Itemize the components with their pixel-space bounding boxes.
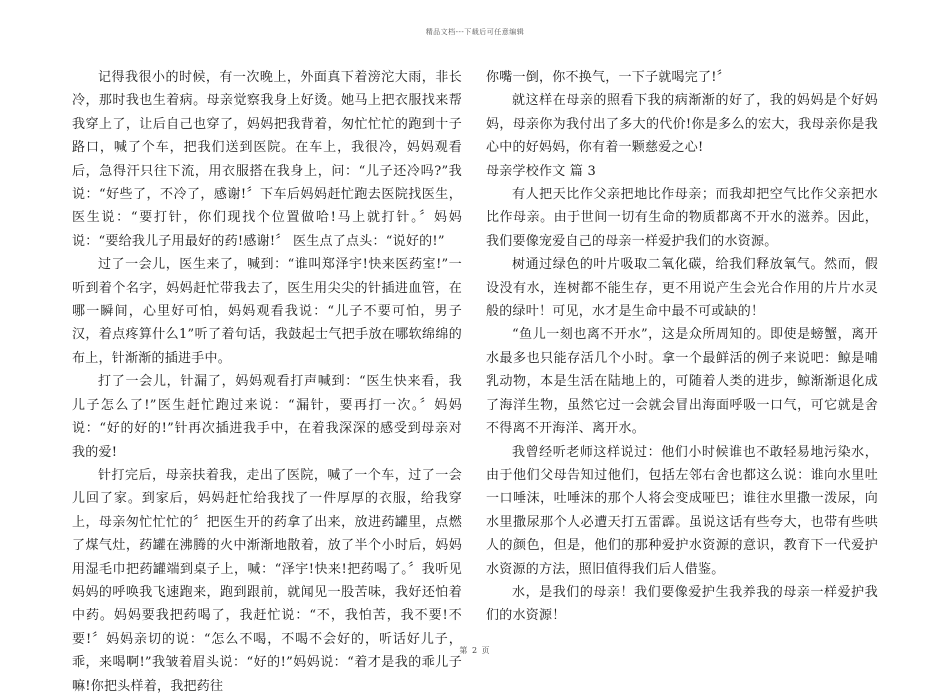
paragraph: 你嘴一倒，你不换气，一下子就喝完了!〞: [486, 70, 730, 85]
paragraph: 过了一会儿，医生来了，喊到：“谁叫郑泽宇!快来医药室!”一听到着个名字，妈妈赶忙带我去了，医生用尖尖的针插进血管，在哪一瞬间，心里好可怕，妈妈观看我说：“儿子不要可怕，男子汉，着点疼算什么1”听了着句话，我鼓起士气把手放在哪软绵绵的布上，针渐渐的插进手中。: [72, 257, 462, 366]
page-number: 第 2 页: [459, 646, 491, 655]
paragraph: 针打完后，母亲扶着我，走出了医院，喊了一个车，过了一会儿回了家。到家后，妈妈赶忙给我找了一件厚厚的衣服，给我穿上，母亲匆忙忙忙的〞把医生开的药拿了出来，放进药罐里，点燃了煤气灶，药罐在沸腾的火中渐渐地散着，放了半个小时后，妈妈用湿毛巾把药罐端到桌子上，喊：“泽宇!快来!把药喝了。〞我听见妈妈的呼唤我飞速跑来，跑到跟前，就闻见一股苦味，我好还怕着中药。妈妈要我把药喝了，我赶忙说：“不，我怕苦，我不要!不要!〞妈妈亲切的说：“怎么不喝，不喝不会好的，听话好儿子，乖，来喝啊!”我皱着眉头说：“好的!”妈妈说：“着才是我的乖儿子嘛!你把头样着，我把药往: [72, 467, 462, 694]
right-column: [486, 66, 878, 628]
paragraph: 有人把天比作父亲把地比作母亲；而我却把空气比作父亲把水比作母亲。由于世间一切有生命的物质都离不开水的滋养。因此，我们要像宠爱自己的母亲一样爱护我们的水资源。: [486, 187, 878, 249]
paragraph: 记得我很小的时候，有一次晚上，外面真下着滂沱大雨，非长冷，那时我也生着病。母亲觉察我身上好烫。她马上把衣服找来帮我穿上了，让后自己也穿了，妈妈把我背着，匆忙忙忙的跑到十子路口，喊了个车，把我们送到医院。在车上，我很冷，妈妈观看后，急得汗只往下流，用衣服搭在我身上，问：“儿子还冷吗?”我说：“好些了，不冷了，感谢!〞下车后妈妈赶忙跑去医院找医生，医生说：“要打针，你们现找个位置做哈!马上就打针。〞妈妈说：“要给我儿子用最好的药!感谢!〞 医生点了点头：“说好的!”: [72, 70, 462, 249]
paragraph: 打了一会儿，针漏了，妈妈观看打声喊到：“医生快来看，我儿子怎么了!”医生赶忙跑过来说：“漏针，要再打一次。〞妈妈说：“好的好的!”针再次插进我手中，在着我深深的感受到母亲对我的爱!: [72, 374, 462, 460]
paragraph: 我曾经听老师这样说过：他们小时候谁也不敢轻易地污染水，由于他们父母告知过他们，包括左邻右舍也都这么说：谁向水里吐一口唾沫，吐唾沫的那个人将会变成哑巴；谁往水里撒一泼尿，向水里撒尿那个人必遭天打五雷霹。虽说这话有些夸大，也带有些哄人的颜色，但是，他们的那种爱护水资源的意识，教育下一代爱护水资源的方法，照旧值得我们后人借鉴。: [486, 444, 878, 577]
paragraph: 水，是我们的母亲！我们要像爱护生我养我的母亲一样爱护我们的水资源！: [486, 584, 878, 624]
paragraph: “鱼儿一刻也离不开水”，这是众所周知的。即使是螃蟹，离开水最多也只能存活几个小时。拿一个最鲜活的例子来说吧：鲸是哺乳动物，本是生活在陆地上的，可随着人类的进步，鲸渐渐退化成了海洋生物，虽然它过一会就会冒出海面呼吸一口气，可它就是舍不得离不开海洋、离开水。: [486, 327, 878, 437]
left-column: [72, 66, 462, 698]
page-header: 精品文档---下载后可任意编辑: [425, 28, 525, 36]
paragraph: 就这样在母亲的照看下我的病渐渐的好了，我的妈妈是个好妈妈，母亲你为我付出了多大的代价!你是多么的宏大，我母亲你是我心中的好妈妈，你有着一颗慈爱之心!: [486, 93, 878, 156]
paragraph: 树通过绿色的叶片吸取二氧化碳，给我们释放氧气。然而，假设没有水，连树都不能生存，更不用说产生会光合作用的片片水灵般的绿叶！可见，水才是生命中最不可或缺的！: [486, 257, 878, 320]
section-title: 母亲学校作文 篇 3: [486, 163, 597, 179]
